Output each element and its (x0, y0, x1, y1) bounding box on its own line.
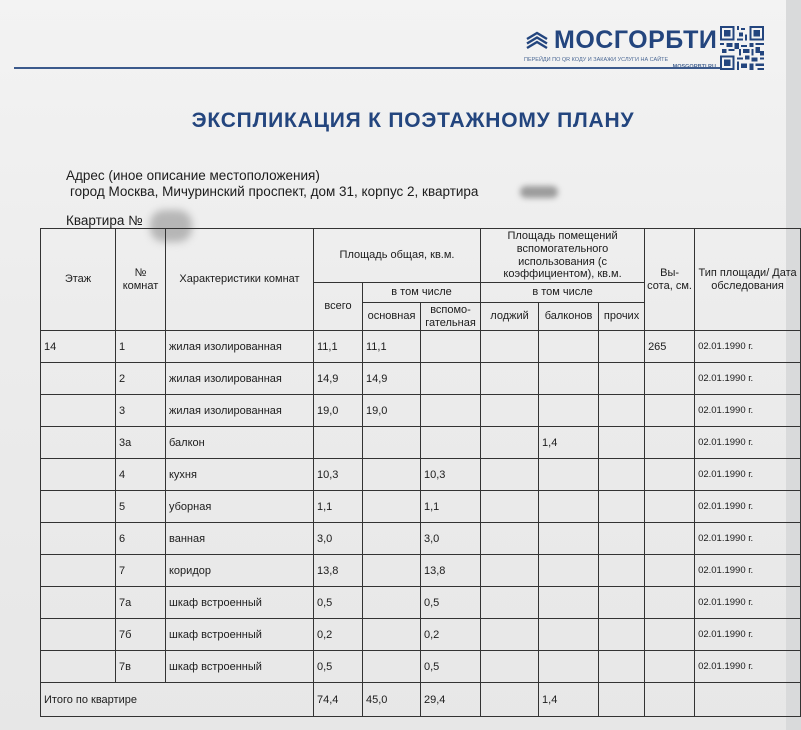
cell-loggia (481, 427, 539, 459)
total-area: 74,4 (314, 683, 363, 717)
cell-loggia (481, 491, 539, 523)
document-title: ЭКСПЛИКАЦИЯ К ПОЭТАЖНОМУ ПЛАНУ (191, 109, 635, 132)
cell-room-desc: шкаф встроенный (166, 619, 314, 651)
cell-room-no: 1 (116, 331, 166, 363)
table-row (41, 491, 801, 523)
cell-area-aux: 3,0 (421, 523, 481, 555)
header-floor: Этаж (41, 229, 116, 331)
cell-floor (41, 363, 116, 395)
total-label: Итого по квартире (41, 683, 314, 717)
header-height: Вы- сота, см. (645, 229, 695, 331)
cell-floor (41, 651, 116, 683)
header-divider (14, 67, 720, 69)
cell-area-main (363, 555, 421, 587)
header-room-no: № комнат (116, 229, 166, 331)
header-main: основная (363, 303, 421, 331)
total-balcony: 1,4 (539, 683, 599, 717)
cell-height (645, 363, 695, 395)
cell-area-main (363, 619, 421, 651)
cell-height: 265 (645, 331, 695, 363)
cell-area-main (363, 491, 421, 523)
header-area-total: Площадь общая, кв.м. (314, 229, 481, 283)
header-aux-including: в том числе (481, 283, 645, 303)
cell-height (645, 555, 695, 587)
cell-loggia (481, 395, 539, 427)
cell-room-no: 7а (116, 587, 166, 619)
cell-area-aux: 1,1 (421, 491, 481, 523)
cell-area-total: 10,3 (314, 459, 363, 491)
cell-room-desc: балкон (166, 427, 314, 459)
cell-room-no: 4 (116, 459, 166, 491)
cell-balcony: 1,4 (539, 427, 599, 459)
cell-floor (41, 619, 116, 651)
cell-balcony (539, 523, 599, 555)
cell-other (599, 395, 645, 427)
cell-date: 02.01.1990 г. (695, 587, 801, 619)
cell-room-desc: жилая изолированная (166, 395, 314, 427)
total-date (695, 683, 801, 717)
cell-room-no: 3 (116, 395, 166, 427)
table-row (41, 363, 801, 395)
cell-floor (41, 459, 116, 491)
cell-balcony (539, 555, 599, 587)
table-row (41, 555, 801, 587)
cell-area-main (363, 523, 421, 555)
cell-height (645, 619, 695, 651)
cell-area-aux (421, 427, 481, 459)
header-aux-rooms: Площадь помещений вспомогательного использования (с коэффициентом), кв.м. (481, 229, 645, 283)
cell-date: 02.01.1990 г. (695, 651, 801, 683)
cell-loggia (481, 523, 539, 555)
header-including: в том числе (363, 283, 481, 303)
cell-other (599, 363, 645, 395)
total-aux: 29,4 (421, 683, 481, 717)
cell-room-desc: кухня (166, 459, 314, 491)
cell-floor (41, 587, 116, 619)
header-loggia: лоджий (481, 303, 539, 331)
cell-other (599, 619, 645, 651)
cell-date: 02.01.1990 г. (695, 395, 801, 427)
cell-area-aux (421, 363, 481, 395)
cell-other (599, 459, 645, 491)
cell-area-aux: 13,8 (421, 555, 481, 587)
address-label: Адрес (иное описание местоположения) (66, 168, 320, 183)
cell-height (645, 459, 695, 491)
cell-room-desc: ванная (166, 523, 314, 555)
table-row (41, 427, 801, 459)
cell-balcony (539, 363, 599, 395)
brand-tagline: ПЕРЕЙДИ ПО QR КОДУ И ЗАКАЖИ УСЛУГИ НА САЙТЕ (524, 57, 669, 63)
cell-other (599, 491, 645, 523)
total-main: 45,0 (363, 683, 421, 717)
header-aux: вспомо- гательная (421, 303, 481, 331)
table-row (41, 619, 801, 651)
cell-date: 02.01.1990 г. (695, 523, 801, 555)
header-room-desc: Характеристики комнат (166, 229, 314, 331)
cell-height (645, 651, 695, 683)
cell-area-main (363, 459, 421, 491)
cell-area-total: 13,8 (314, 555, 363, 587)
cell-balcony (539, 395, 599, 427)
brand-name: МОСГОРБТИ (554, 26, 718, 54)
table-row (41, 395, 801, 427)
cell-date: 02.01.1990 г. (695, 491, 801, 523)
cell-loggia (481, 651, 539, 683)
cell-height (645, 523, 695, 555)
cell-area-total: 0,5 (314, 651, 363, 683)
header-area-all: всего (314, 283, 363, 331)
cell-room-no: 7б (116, 619, 166, 651)
cell-floor (41, 491, 116, 523)
qr-code-icon (720, 26, 764, 70)
cell-loggia (481, 587, 539, 619)
cell-other (599, 523, 645, 555)
cell-area-aux: 10,3 (421, 459, 481, 491)
cell-room-desc: шкаф встроенный (166, 587, 314, 619)
cell-room-no: 3а (116, 427, 166, 459)
cell-area-main (363, 651, 421, 683)
cell-floor (41, 427, 116, 459)
cell-area-main: 14,9 (363, 363, 421, 395)
cell-loggia (481, 619, 539, 651)
cell-area-main (363, 587, 421, 619)
cell-other (599, 651, 645, 683)
table-row (41, 331, 801, 363)
cell-date: 02.01.1990 г. (695, 363, 801, 395)
cell-area-aux: 0,2 (421, 619, 481, 651)
table-row (41, 587, 801, 619)
cell-room-no: 6 (116, 523, 166, 555)
cell-balcony (539, 459, 599, 491)
cell-area-main (363, 427, 421, 459)
cell-area-aux (421, 331, 481, 363)
cell-height (645, 395, 695, 427)
cell-area-aux: 0,5 (421, 587, 481, 619)
total-height (645, 683, 695, 717)
cell-room-desc: жилая изолированная (166, 363, 314, 395)
cell-room-no: 7 (116, 555, 166, 587)
brand-block (522, 26, 718, 72)
cell-area-total: 11,1 (314, 331, 363, 363)
cell-room-desc: шкаф встроенный (166, 651, 314, 683)
cell-other (599, 427, 645, 459)
cell-loggia (481, 459, 539, 491)
cell-balcony (539, 491, 599, 523)
cell-area-total: 19,0 (314, 395, 363, 427)
cell-height (645, 491, 695, 523)
cell-balcony (539, 331, 599, 363)
total-row (41, 683, 801, 717)
cell-other (599, 587, 645, 619)
cell-balcony (539, 619, 599, 651)
cell-area-total: 0,5 (314, 587, 363, 619)
header-other: прочих (599, 303, 645, 331)
cell-height (645, 427, 695, 459)
cell-area-aux: 0,5 (421, 651, 481, 683)
cell-room-desc: уборная (166, 491, 314, 523)
table-row (41, 651, 801, 683)
table-row (41, 459, 801, 491)
cell-other (599, 331, 645, 363)
cell-area-total: 3,0 (314, 523, 363, 555)
cell-floor (41, 395, 116, 427)
cell-floor: 14 (41, 331, 116, 363)
cell-height (645, 587, 695, 619)
cell-area-main: 11,1 (363, 331, 421, 363)
redacted-flat-number (520, 186, 558, 198)
address-value: город Москва, Мичуринский проспект, дом 31, корпус 2, квартира (70, 184, 479, 199)
table-row (41, 523, 801, 555)
cell-other (599, 555, 645, 587)
cell-loggia (481, 555, 539, 587)
flat-label: Квартира № (66, 213, 143, 228)
cell-room-no: 5 (116, 491, 166, 523)
cell-area-total: 1,1 (314, 491, 363, 523)
cell-date: 02.01.1990 г. (695, 427, 801, 459)
explication-table (40, 228, 801, 717)
cell-date: 02.01.1990 г. (695, 555, 801, 587)
cell-date: 02.01.1990 г. (695, 619, 801, 651)
cell-room-desc: коридор (166, 555, 314, 587)
cell-date: 02.01.1990 г. (695, 331, 801, 363)
cell-room-no: 2 (116, 363, 166, 395)
header-type-date: Тип площади/ Дата обследования (695, 229, 801, 331)
cell-area-total: 0,2 (314, 619, 363, 651)
header-balcony: балконов (539, 303, 599, 331)
cell-area-total (314, 427, 363, 459)
cell-floor (41, 523, 116, 555)
cell-area-total: 14,9 (314, 363, 363, 395)
cell-area-aux (421, 395, 481, 427)
cell-area-main: 19,0 (363, 395, 421, 427)
cell-date: 02.01.1990 г. (695, 459, 801, 491)
cell-balcony (539, 651, 599, 683)
mosgorbti-logo-icon (526, 30, 548, 50)
total-loggia (481, 683, 539, 717)
total-other (599, 683, 645, 717)
cell-room-no: 7в (116, 651, 166, 683)
cell-loggia (481, 363, 539, 395)
cell-room-desc: жилая изолированная (166, 331, 314, 363)
cell-loggia (481, 331, 539, 363)
cell-floor (41, 555, 116, 587)
cell-balcony (539, 587, 599, 619)
